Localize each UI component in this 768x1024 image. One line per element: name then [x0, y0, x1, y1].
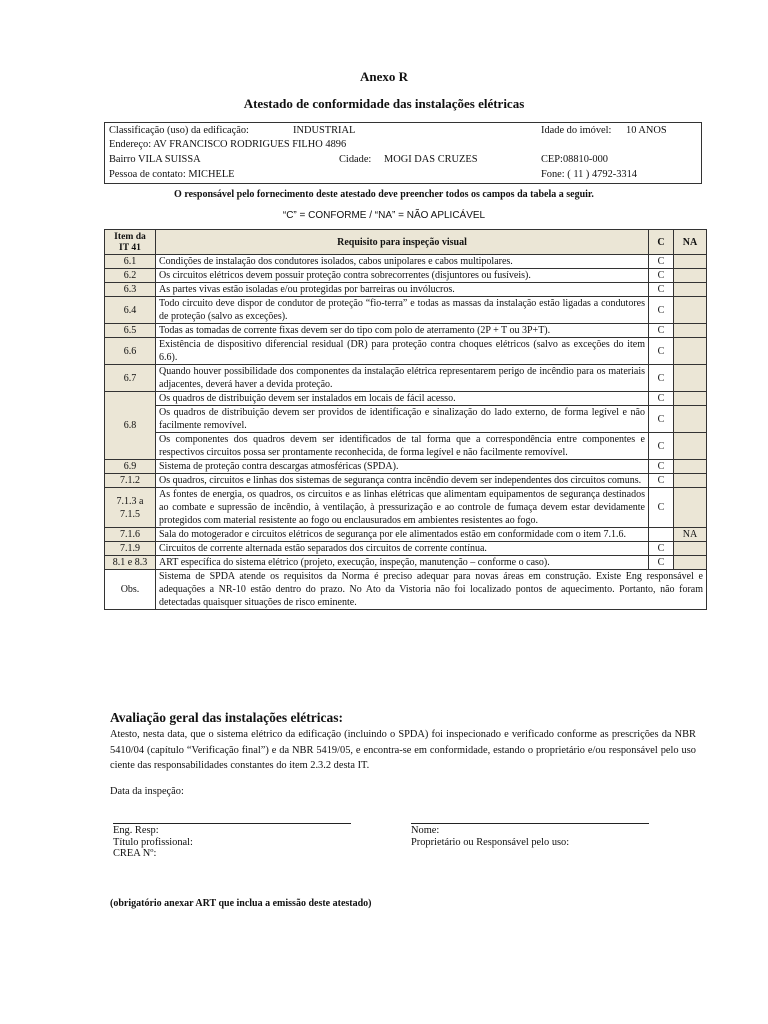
- name-label: Nome:: [411, 825, 440, 836]
- row-na: [674, 406, 707, 433]
- row-requirement: As partes vivas estão isoladas e/ou protegidas por barreiras ou invólucros.: [156, 283, 649, 297]
- row-c: C: [649, 365, 674, 392]
- row-item: 7.1.6: [105, 528, 156, 542]
- row-c: C: [649, 324, 674, 338]
- row-c: [649, 528, 674, 542]
- row-c: C: [649, 406, 674, 433]
- table-row: [105, 433, 707, 460]
- row-requirement: Sala do motogerador e circuitos elétricos de segurança por ele alimentados estão em conformidade com o item 7.1.6.: [156, 528, 649, 542]
- table-row: [105, 392, 707, 406]
- table-row: [105, 338, 707, 365]
- row-na: [674, 338, 707, 365]
- row-na: [674, 365, 707, 392]
- table-row: [105, 255, 707, 269]
- row-requirement: Sistema de proteção contra descargas atmosféricas (SPDA).: [156, 460, 649, 474]
- table-row: [105, 365, 707, 392]
- row-na: [674, 255, 707, 269]
- crea-label: CREA Nº:: [113, 848, 157, 859]
- contact-person: Pessoa de contato: MICHELE: [109, 169, 235, 180]
- row-requirement: Os quadros, circuitos e linhas dos sistemas de segurança contra incêndio devem ser independentes dos circuitos comuns.: [156, 474, 649, 488]
- table-row: [105, 324, 707, 338]
- row-requirement: Circuitos de corrente alternada estão separados dos circuitos de corrente contínua.: [156, 542, 649, 556]
- row-item: 6.9: [105, 460, 156, 474]
- signature-block-engineer: [113, 823, 351, 860]
- owner-label: Proprietário ou Responsável pelo uso:: [411, 836, 570, 848]
- table-row: [105, 460, 707, 474]
- row-c: C: [649, 460, 674, 474]
- table-row: [105, 528, 707, 542]
- signature-line: [411, 823, 649, 824]
- table-row: [105, 488, 707, 528]
- row-requirement: Os quadros de distribuição devem ser instalados em locais de fácil acesso.: [156, 392, 649, 406]
- header-c: C: [649, 230, 674, 255]
- row-requirement: ART específica do sistema elétrico (projeto, execução, inspeção, manutenção – conforme o caso).: [156, 556, 649, 570]
- table-row: [105, 406, 707, 433]
- row-item: 6.7: [105, 365, 156, 392]
- signature-line: [113, 823, 351, 824]
- row-item: 6.6: [105, 338, 156, 365]
- table-row: [105, 297, 707, 324]
- document-title: Atestado de conformidade das instalações elétricas: [243, 96, 525, 111]
- row-c: C: [649, 474, 674, 488]
- header-item: Item da IT 41: [105, 230, 156, 255]
- legend-text: “C” = CONFORME / “NA” = NÃO APLICÁVEL: [282, 210, 486, 221]
- row-c: C: [649, 269, 674, 283]
- row-c: C: [649, 338, 674, 365]
- table-row: [105, 474, 707, 488]
- row-item: 6.1: [105, 255, 156, 269]
- row-na: [674, 283, 707, 297]
- row-requirement: Todo circuito deve dispor de condutor de proteção “fio-terra” e todas as massas da instalação estão ligadas a condutores de proteção (salvo as exceções).: [156, 297, 649, 324]
- header-requirement: Requisito para inspeção visual: [156, 230, 649, 255]
- footer-note: (obrigatório anexar ART que inclua a emissão deste atestado): [110, 898, 372, 909]
- row-na: [674, 460, 707, 474]
- eng-resp-label: Eng. Resp:: [113, 825, 159, 836]
- row-na: [674, 269, 707, 283]
- cep: CEP:08810-000: [541, 154, 608, 165]
- row-na: [674, 556, 707, 570]
- phone: Fone: ( 11 ) 4792-3314: [541, 169, 638, 180]
- row-na: [674, 474, 707, 488]
- evaluation-heading: Avaliação geral das instalações elétricas:: [110, 710, 343, 725]
- row-na: [674, 433, 707, 460]
- address: Endereço: AV FRANCISCO RODRIGUES FILHO 4896: [109, 139, 347, 150]
- row-requirement: Os componentes dos quadros devem ser identificados de tal forma que a correspondência entre componentes e respectivos circuitos possa ser prontamente reconhecida, de forma legível e não facilmente removível.: [156, 433, 649, 460]
- row-item: 7.1.2: [105, 474, 156, 488]
- row-c: C: [649, 255, 674, 269]
- row-requirement: Condições de instalação dos condutores isolados, cabos unipolares e cabos multipolares.: [156, 255, 649, 269]
- row-na: [674, 542, 707, 556]
- table-row: [105, 283, 707, 297]
- row-c: C: [649, 556, 674, 570]
- table-row: [105, 269, 707, 283]
- row-na: [674, 392, 707, 406]
- city-label: Cidade:: [339, 154, 372, 165]
- header-na: NA: [674, 230, 707, 255]
- obs-text: Sistema de SPDA atende os requisitos da Norma é preciso adequar para novas áreas em construção. Existe Eng responsável e adequações a NR-10 estão dentro do prazo. No Ato da Vistoria não foi localizado pontos de aquecimento. Portanto, não foram detectadas quaisquer situações de risco eminente.: [156, 570, 707, 610]
- age-label: Idade do imóvel:: [541, 125, 612, 136]
- row-item: 6.4: [105, 297, 156, 324]
- district: Bairro VILA SUISSA: [109, 154, 201, 165]
- table-header-row: [105, 230, 707, 255]
- row-item: 8.1 e 8.3: [105, 556, 156, 570]
- obs-label: Obs.: [105, 570, 156, 610]
- row-c: C: [649, 283, 674, 297]
- row-c: C: [649, 433, 674, 460]
- row-na: [674, 488, 707, 528]
- row-na: [674, 324, 707, 338]
- evaluation-text: Atesto, nesta data, que o sistema elétrico da edificação (incluindo o SPDA) foi inspecionado e verificado conforme as prescrições da NBR 5410/04 (capítulo “Verificação final”) e da NBR 5419/05, e encontra-se em conformidade, estando o proprietário e/ou responsável pelo uso ciente das responsabilidades constantes do item 2.3.2 desta IT.: [110, 729, 696, 771]
- table-row: [105, 542, 707, 556]
- annex-label: Anexo R: [359, 69, 409, 84]
- row-c: C: [649, 297, 674, 324]
- row-item: 6.3: [105, 283, 156, 297]
- row-item: 6.2: [105, 269, 156, 283]
- obs-row: [105, 570, 707, 610]
- signature-block-owner: [411, 823, 649, 848]
- classification-label: Classificação (uso) da edificação:: [109, 125, 249, 136]
- table-row: [105, 556, 707, 570]
- row-na: NA: [674, 528, 707, 542]
- city-value: MOGI DAS CRUZES: [384, 154, 478, 165]
- row-item: 7.1.9: [105, 542, 156, 556]
- professional-title-label: Título profissional:: [113, 836, 193, 848]
- building-info-box: [104, 122, 702, 184]
- row-requirement: Os circuitos elétricos devem possuir proteção contra sobrecorrentes (disjuntores ou fusíveis).: [156, 269, 649, 283]
- instruction-text: O responsável pelo fornecimento deste atestado deve preencher todos os campos da tabela a seguir.: [174, 189, 594, 200]
- age-value: 10 ANOS: [626, 125, 667, 136]
- row-requirement: Quando houver possibilidade dos componentes da instalação elétrica representarem perigo de incêndio para os materiais adjacentes, deverá haver a devida proteção.: [156, 365, 649, 392]
- row-c: C: [649, 542, 674, 556]
- row-requirement: Todas as tomadas de corrente fixas devem ser do tipo com polo de aterramento (2P + T ou 3P+T).: [156, 324, 649, 338]
- row-c: C: [649, 488, 674, 528]
- row-c: C: [649, 392, 674, 406]
- row-na: [674, 297, 707, 324]
- row-requirement: As fontes de energia, os quadros, os circuitos e as linhas elétricas que alimentam equipamentos de segurança destinados ao combate e supressão de incêndio, à ventilação, à pressurização e ao controle de fumaça devem estar devidamente protegidos com material resistente ao fogo ou enclausurados em ambientes resistentes ao fogo.: [156, 488, 649, 528]
- row-item: 6.5: [105, 324, 156, 338]
- requirements-table: [104, 229, 707, 610]
- row-item: 6.8: [105, 392, 156, 460]
- row-requirement: Os quadros de distribuição devem ser providos de identificação e sinalização do lado externo, de forma legível e não facilmente removível.: [156, 406, 649, 433]
- row-item: 7.1.3 a 7.1.5: [105, 488, 156, 528]
- row-requirement: Existência de dispositivo diferencial residual (DR) para proteção contra choques elétricos (salvo as exceções do item 6.6).: [156, 338, 649, 365]
- classification-value: INDUSTRIAL: [293, 125, 356, 136]
- inspection-date-label: Data da inspeção:: [110, 786, 184, 797]
